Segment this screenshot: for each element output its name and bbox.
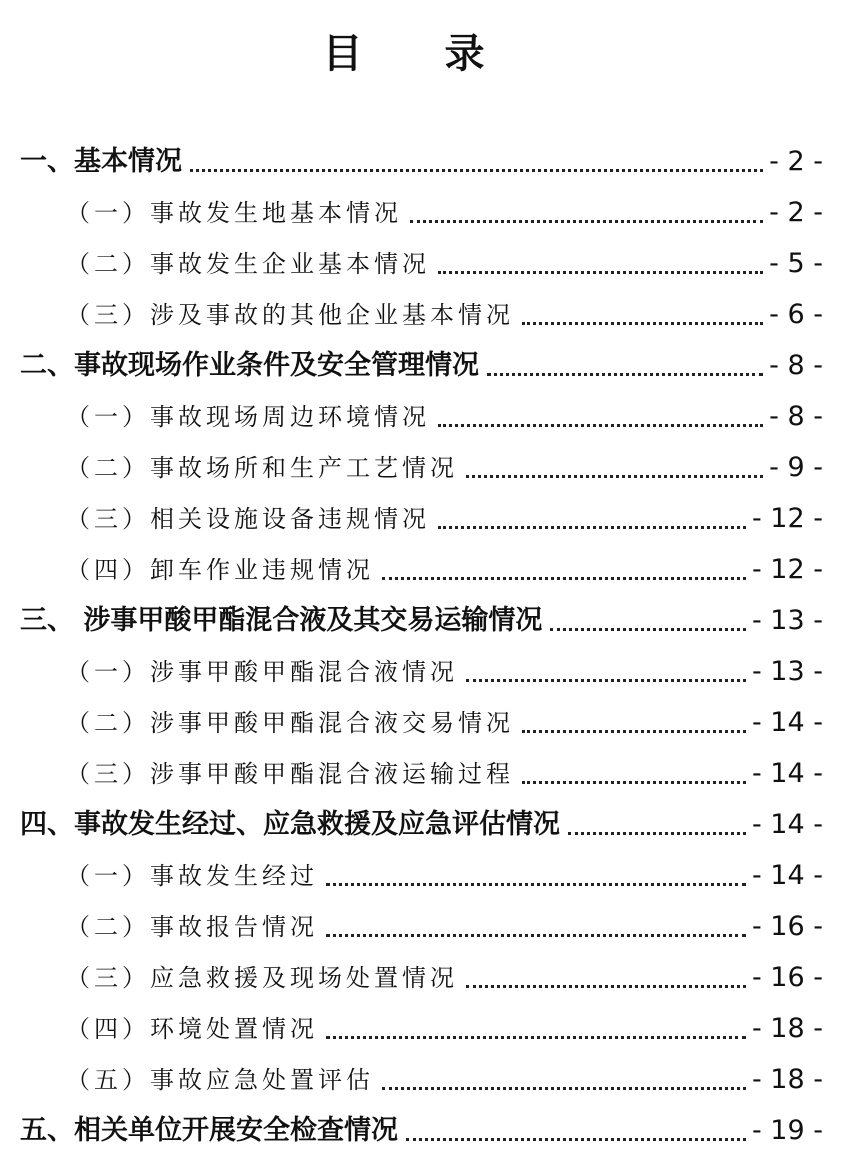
dot-leader [326, 883, 746, 886]
table-of-contents [0, 133, 841, 1153]
toc-page-number: - 5 - [769, 248, 823, 279]
toc-entry-subsection[interactable] [0, 898, 841, 949]
toc-page-number: - 13 - [751, 656, 823, 687]
toc-page-number: - 18 - [751, 1064, 823, 1095]
toc-entry-section-2[interactable] [0, 337, 841, 388]
dot-leader [326, 1036, 746, 1039]
dot-leader [466, 679, 746, 682]
toc-entry-section-3[interactable] [0, 592, 841, 643]
dot-leader [466, 475, 763, 478]
toc-page-number: - 12 - [751, 503, 823, 534]
toc-entry-text: 五、相关单位开展安全检查情况 [20, 1115, 398, 1146]
toc-page-number: - 8 - [769, 350, 823, 381]
toc-entry-subsection[interactable] [0, 745, 841, 796]
toc-entry-subsection[interactable] [0, 643, 841, 694]
toc-page-number: - 9 - [769, 452, 823, 483]
toc-entry-text: 二、事故现场作业条件及安全管理情况 [20, 350, 479, 381]
dot-leader [438, 526, 746, 529]
toc-entry-text: 一、基本情况 [20, 146, 182, 177]
toc-page-number: - 19 - [751, 1115, 823, 1146]
toc-entry-text: （三）涉事甲酸甲酯混合液运输过程 [66, 760, 514, 788]
toc-entry-section-1[interactable] [0, 133, 841, 184]
toc-entry-subsection[interactable] [0, 1051, 841, 1102]
toc-page-number: - 16 - [751, 962, 823, 993]
toc-entry-text: （三）相关设施设备违规情况 [66, 505, 430, 533]
toc-entry-subsection[interactable] [0, 490, 841, 541]
toc-entry-text: （一）事故现场周边环境情况 [66, 403, 430, 431]
dot-leader [550, 628, 746, 631]
dot-leader [522, 730, 746, 733]
toc-page-number: - 14 - [751, 707, 823, 738]
dot-leader [438, 424, 763, 427]
page-title: 目 录 [322, 30, 519, 77]
dot-leader [487, 373, 763, 376]
toc-entry-text: 四、事故发生经过、应急救援及应急评估情况 [20, 809, 560, 840]
toc-page-number: - 6 - [769, 299, 823, 330]
toc-entry-text: （二）事故发生企业基本情况 [66, 250, 430, 278]
toc-entry-subsection[interactable] [0, 286, 841, 337]
toc-entry-text: （二）涉事甲酸甲酯混合液交易情况 [66, 709, 514, 737]
toc-entry-text: （三）应急救援及现场处置情况 [66, 964, 458, 992]
toc-page-number: - 14 - [751, 758, 823, 789]
toc-entry-text: 三、 涉事甲酸甲酯混合液及其交易运输情况 [20, 605, 543, 636]
toc-page-number: - 13 - [751, 605, 823, 636]
toc-page-number: - 18 - [751, 1013, 823, 1044]
toc-page-number: - 2 - [769, 146, 823, 177]
toc-page-number: - 16 - [751, 911, 823, 942]
toc-entry-text: （一）事故发生地基本情况 [66, 199, 402, 227]
dot-leader [438, 271, 763, 274]
toc-page-number: - 14 - [751, 860, 823, 891]
dot-leader [522, 322, 763, 325]
toc-page-number: - 8 - [769, 401, 823, 432]
toc-entry-text: （四）环境处置情况 [66, 1015, 318, 1043]
toc-page-number: - 2 - [769, 197, 823, 228]
toc-entry-text: （二）事故报告情况 [66, 913, 318, 941]
toc-page-number: - 12 - [751, 554, 823, 585]
toc-entry-subsection[interactable] [0, 694, 841, 745]
dot-leader [190, 169, 763, 172]
toc-entry-text: （一）事故发生经过 [66, 862, 318, 890]
toc-entry-subsection[interactable] [0, 847, 841, 898]
toc-entry-text: （二）事故场所和生产工艺情况 [66, 454, 458, 482]
dot-leader [568, 832, 746, 835]
toc-page-number: - 14 - [751, 809, 823, 840]
toc-entry-text: （一）涉事甲酸甲酯混合液情况 [66, 658, 458, 686]
dot-leader [522, 781, 746, 784]
toc-entry-text: （三）涉及事故的其他企业基本情况 [66, 301, 514, 329]
dot-leader [382, 1087, 746, 1090]
toc-entry-subsection[interactable] [0, 235, 841, 286]
toc-entry-subsection[interactable] [0, 439, 841, 490]
toc-entry-text: （四）卸车作业违规情况 [66, 556, 374, 584]
dot-leader [382, 577, 746, 580]
toc-entry-section-5[interactable] [0, 1102, 841, 1153]
toc-entry-subsection[interactable] [0, 949, 841, 1000]
dot-leader [466, 985, 746, 988]
toc-entry-subsection[interactable] [0, 541, 841, 592]
dot-leader [326, 934, 746, 937]
toc-entry-subsection[interactable] [0, 1000, 841, 1051]
toc-entry-text: （五）事故应急处置评估 [66, 1066, 374, 1094]
dot-leader [410, 220, 763, 223]
toc-entry-section-4[interactable] [0, 796, 841, 847]
dot-leader [406, 1138, 746, 1141]
toc-entry-subsection[interactable] [0, 184, 841, 235]
toc-entry-subsection[interactable] [0, 388, 841, 439]
